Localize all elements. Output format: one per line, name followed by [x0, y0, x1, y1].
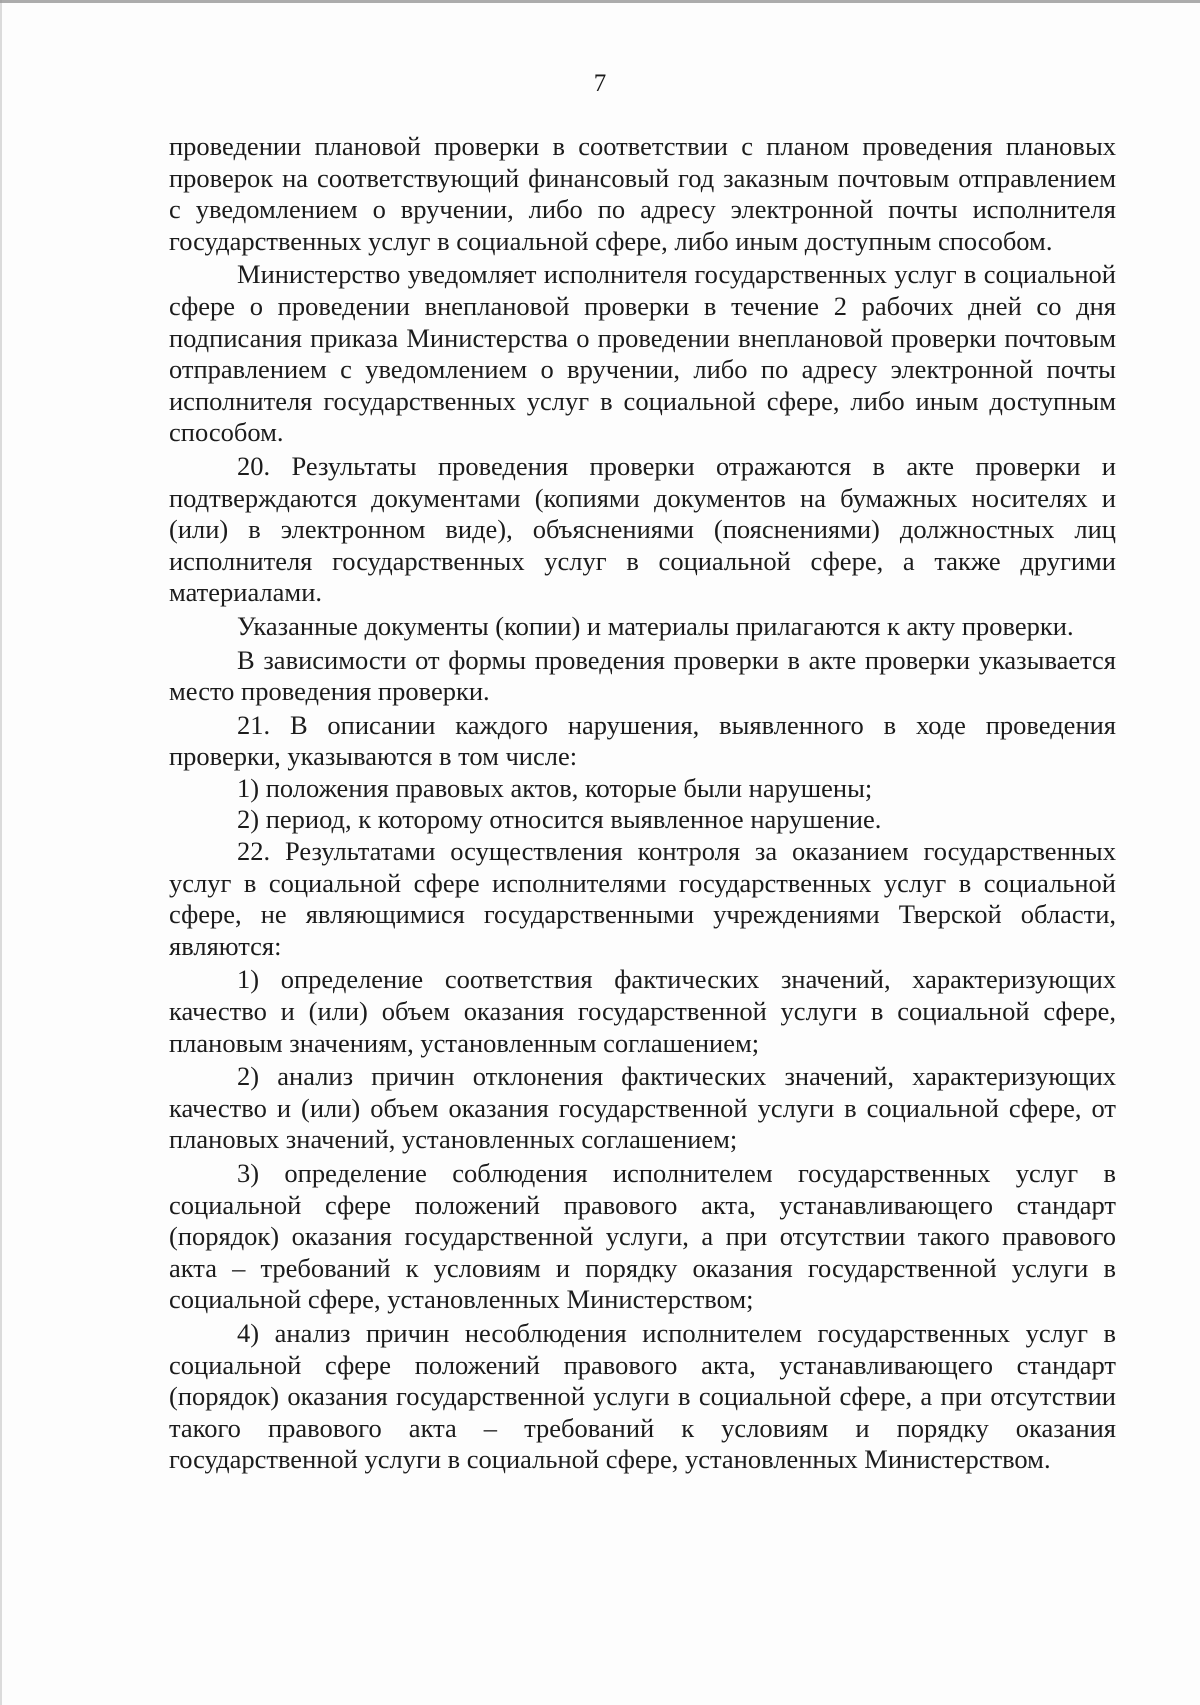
document-body: [169, 131, 1116, 1476]
paragraph-unplanned-notice: Министерство уведомляет исполнителя государственных услуг в социальной сфере о проведении внеплановой проверки в течение 2 рабочих дней со дня подписания приказа Министерства о проведении внеплановой проверки почтовым отправлением с уведомлением о вручении, либо по адресу электронной почты исполнителя государственных услуг в социальной сфере, либо иным доступным способом.: [169, 259, 1116, 448]
paragraph-attached-documents: Указанные документы (копии) и материалы прилагаются к акту проверки.: [237, 610, 1074, 641]
paragraph-item-22-sub-1: 1) определение соответствия фактических значений, характеризующих качество и (или) объем оказания государственной услуги в социальной сфере, плановым значениям, установленным соглашением;: [169, 964, 1116, 1058]
paragraph-item-21: 21. В описании каждого нарушения, выявленного в ходе проведения проверки, указываются в том числе:: [169, 709, 1116, 772]
paragraph-item-22-sub-3: 3) определение соблюдения исполнителем государственных услуг в социальной сфере положений правового акта, устанавливающего стандарт (порядок) оказания государственной услуги, а при отсутствии такого правового акта – требований к условиям и порядку оказания государственной услуги в социальной сфере, установленных Министерством;: [169, 1158, 1116, 1315]
paragraph-inspection-place: В зависимости от формы проведения проверки в акте проверки указывается место проведения проверки.: [169, 644, 1116, 707]
paragraph-item-22-sub-2: 2) анализ причин отклонения фактических значений, характеризующих качество и (или) объем оказания государственной услуги в социальной сфере, от плановых значений, установленных соглашением;: [169, 1061, 1116, 1155]
paragraph-item-20: 20. Результаты проведения проверки отражаются в акте проверки и подтверждаются документами (копиями документов на бумажных носителях и (или) в электронном виде), объяснениями (пояснениями) должностных лиц исполнителя государственных услуг в социальной сфере, а также другими материалами.: [169, 450, 1116, 608]
paragraph-item-21-sub-2: 2) период, к которому относится выявленное нарушение.: [237, 804, 882, 835]
paragraph-item-22: 22. Результатами осуществления контроля за оказанием государственных услуг в социальной сфере исполнителями государственных услуг в социальной сфере, не являющимися государственными учреждениями Тверской области, являются:: [169, 836, 1116, 961]
scan-edge-left: [0, 0, 2, 1705]
paragraph-item-22-sub-4: 4) анализ причин несоблюдения исполнителем государственных услуг в социальной сфере положений правового акта, устанавливающего стандарт (порядок) оказания государственной услуги в социальной сфере, а при отсутствии такого правового акта – требований к условиям и порядку оказания государственной услуги в социальной сфере, установленных Министерством.: [169, 1317, 1116, 1475]
paragraph-item-21-sub-1: 1) положения правовых актов, которые были нарушены;: [237, 772, 873, 803]
page-number: 7: [593, 70, 607, 97]
scan-edge-top: [0, 0, 1200, 3]
paragraph-continuation: проведении плановой проверки в соответствии с планом проведения плановых проверок на соответствующий финансовый год заказным почтовым отправлением с уведомлением о вручении, либо по адресу электронной почты исполнителя государственных услуг в социальной сфере, либо иным доступным способом.: [169, 131, 1116, 256]
